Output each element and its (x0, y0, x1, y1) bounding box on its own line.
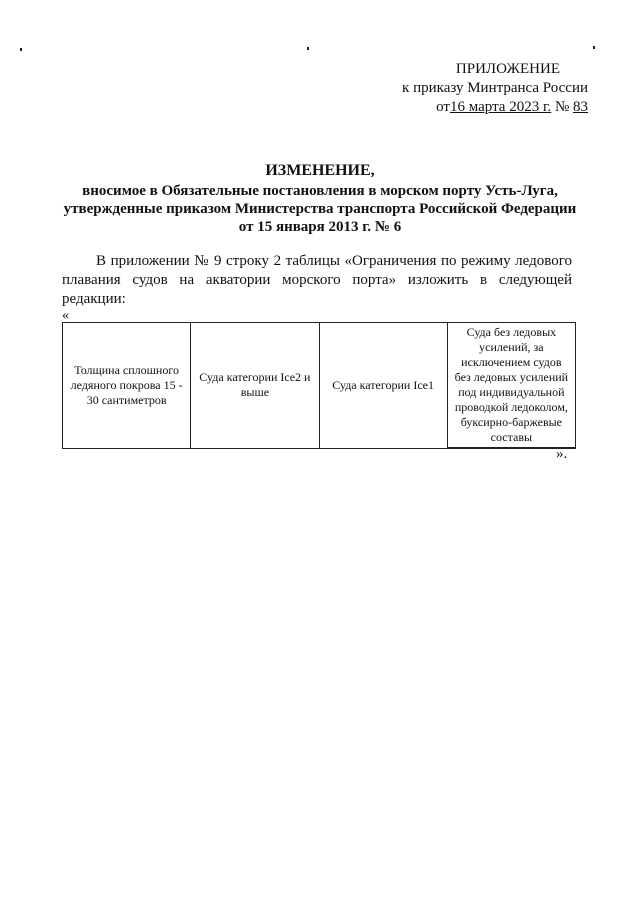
appendix-number-prefix: № (554, 99, 570, 115)
appendix-number: 83 (573, 99, 588, 115)
body-paragraph: В приложении № 9 строку 2 таблицы «Ограничения по режиму ледового плавания судов на акватории морского порта» изложить в следующей редакции: (62, 253, 572, 307)
table-cell-ice-thickness: Толщина сплошного ледяного покрова 15 - 30 сантиметров (63, 323, 191, 449)
table-cell-no-ice-strengthening: Суда без ледовых усилений, за исключением судов без ледовых усилений под индивидуальной проводкой ледоколом, буксирно-баржевые составы (447, 323, 575, 449)
scan-speck (307, 47, 309, 50)
table-cell-ice1-category: Суда категории Ice1 (319, 323, 447, 449)
heading-line-3: от 15 января 2013 г. № 6 (238, 219, 402, 235)
appendix-date-line (368, 98, 588, 117)
quote-close: ». (556, 446, 568, 462)
document-heading (40, 162, 600, 236)
scan-speck (20, 48, 22, 51)
table-cell-ice2-category: Суда категории Ice2 и выше (191, 323, 319, 449)
quote-open: « (62, 308, 69, 323)
scan-speck (593, 46, 595, 49)
appendix-date-prefix: от (436, 99, 450, 115)
heading-main: ИЗМЕНЕНИЕ, (265, 162, 375, 179)
ice-restrictions-table-row (62, 322, 576, 449)
appendix-title: ПРИЛОЖЕНИЕ (455, 61, 560, 77)
appendix-header (368, 60, 588, 117)
appendix-order-ref: к приказу Минтранса России (402, 80, 588, 96)
heading-line-2: утвержденные приказом Министерства транспорта Российской Федерации (63, 201, 577, 217)
heading-line-1: вносимое в Обязательные постановления в морском порту Усть-Луга, (82, 183, 558, 199)
appendix-date: 16 марта 2023 г. (449, 99, 552, 115)
table-row (63, 323, 576, 449)
